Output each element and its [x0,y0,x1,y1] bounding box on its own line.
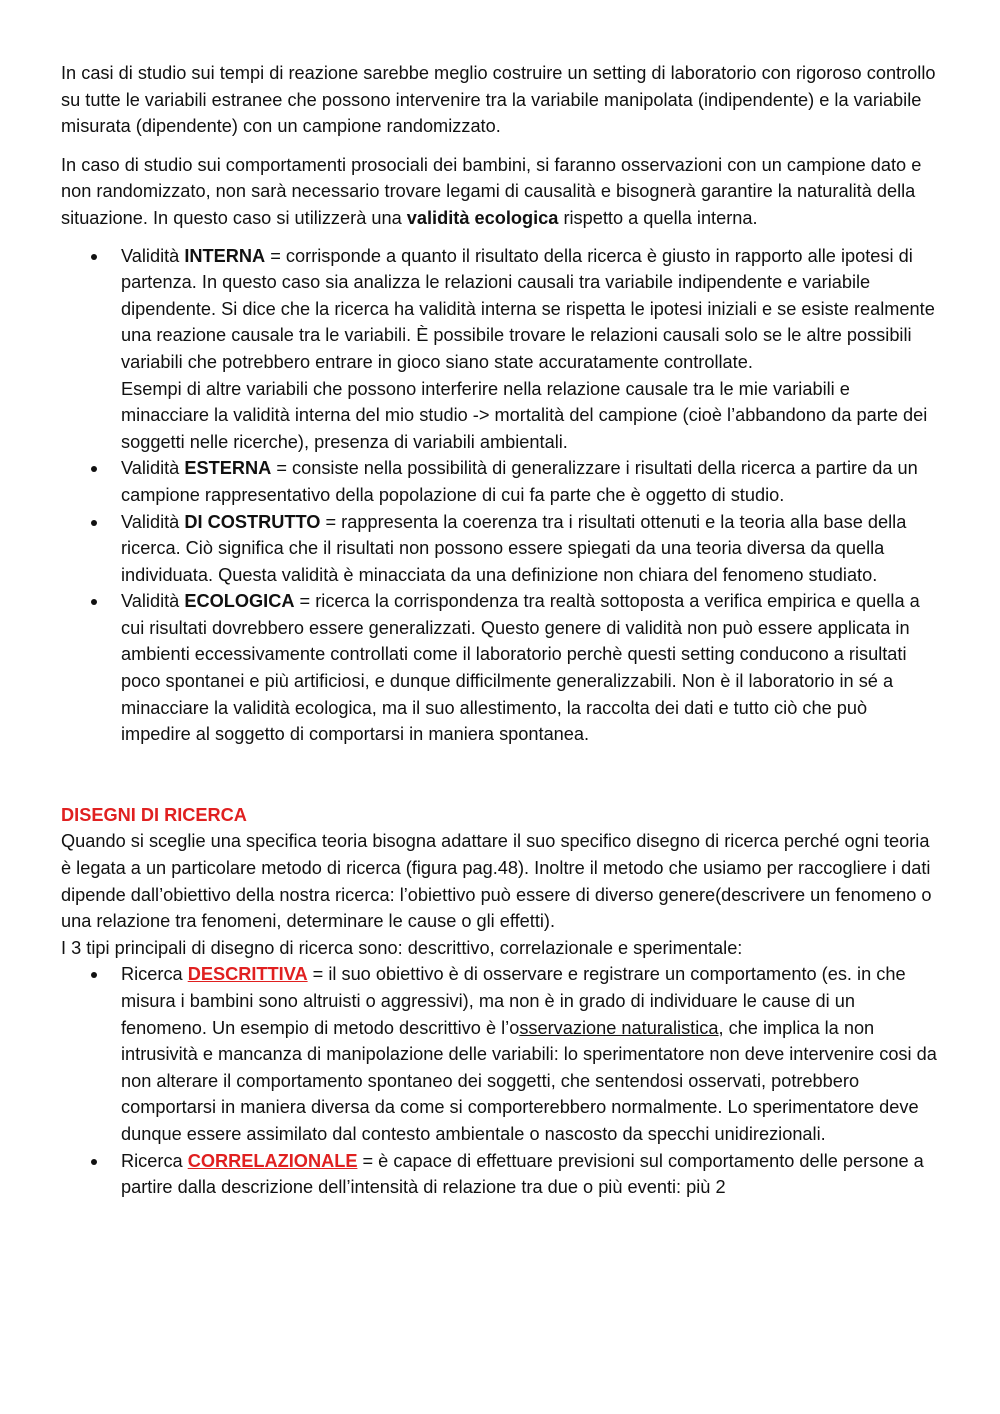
validity-term: ESTERNA [184,458,272,479]
list-item-validity-internal: Validità INTERNA = corrisponde a quanto il risultato della ricerca è giusto in rapporto alle ipotesi di partenza. In questo caso sia analizza le relazioni causali tra variabile indipendente e variabile dipendente. Si dice che la ricerca ha validità interna se rispetta le ipotesi iniziali e se esiste realmente una reazione causale tra le variabili. È possibile trovare le relazioni causali solo se le altre possibili variabili che potrebbero entrare in gioco siano state accuratamente controllate. Esempi di altre variabili che possono interferire nella relazione causale tra le mie variabili e minacciare la validità interna del mio studio -> mortalità del campione (cioè l’abbandono da parte dei soggetti nelle ricerche), presenza di variabili ambientali. [61,243,940,456]
section-paragraph-1: Quando si sceglie una specifica teoria bisogna adattare il suo specifico disegno di ricerca perché ogni teoria è legata a un particolare metodo di ricerca (figura pag.48). Inoltre il metodo che usiamo per raccogliere i dati dipende dall’obiettivo della nostra ricerca: l’obiettivo può essere di diverso genere(descrivere un fenomeno o una relazione tra fenomeni, determinare le cause o gli effetti). [61,831,932,932]
design-term: CORRELAZIONALE [187,1150,358,1171]
validity-internal-examples: Esempi di altre variabili che possono interferire nella relazione causale tra le mie variabili e minacciare la validità interna del mio studio -> mortalità del campione (cioè l’abbandono da parte dei soggetti nelle ricerche), presenza di variabili ambientali. [121,378,928,452]
list-item-validity-ecological: Validità ECOLOGICA = ricerca la corrispondenza tra realtà sottoposta a verifica empirica e quella a cui risultati dovrebbero essere generalizzati. Questo genere di validità non può essere applicata in ambienti eccessivamente controllati come il laboratorio perchè questi setting conducono a risultati poco spontanei e più artificiosi, e dunque difficilmente generalizzabili. Non è il laboratorio in sé a minacciare la validità ecologica, ma il suo allestimento, la raccolta dei dati e tutto ciò che può impedire al soggetto di comportarsi in maniera spontanea. [61,588,940,748]
design-term: DESCRITTIVA [187,964,308,985]
intro-paragraph-1: In casi di studio sui tempi di reazione sarebbe meglio costruire un setting di laboratorio con rigoroso controllo su tutte le variabili estranee che possono intervenire tra la variabile manipolata (indipendente) e la variabile misurata (dipendente) con un campione randomizzato. [61,63,936,137]
list-item-validity-external: Validità ESTERNA = consiste nella possibilità di generalizzare i risultati della ricerca a partire da un campione rappresentativo della popolazione di cui fa parte che è oggetto di studio. [61,455,940,508]
list-item-validity-construct: Validità DI COSTRUTTO = rappresenta la coerenza tra i risultati ottenuti e la teoria alla base della ricerca. Ciò significa che il risultati non possono essere spiegati da una teoria diversa da quella individuata. Questa validità è minacciata da una definizione non chiara del fenomeno studiato. [61,509,940,589]
validity-list [61,243,940,748]
validity-term: ECOLOGICA [184,591,295,612]
intro-paragraph-2: In caso di studio sui comportamenti prosociali dei bambini, si faranno osservazioni con un campione dato e non randomizzato, non sarà necessario trovare legami di causalità e bisognerà garantire la naturalità della situazione. In questo caso si utilizzerà una validità ecologica rispetto a quella interna. [61,154,922,228]
validity-term: INTERNA [184,245,266,266]
list-item-correlational: Ricerca CORRELAZIONALE = è capace di effettuare previsioni sul comportamento delle persone a partire dalla descrizione dell’intensità di relazione tra due o più eventi: più 2 [61,1148,940,1201]
naturalistic-observation-underlined: sservazione naturalistica [519,1017,719,1038]
section-heading: DISEGNI DI RICERCA [61,804,247,825]
section-paragraph-2: I 3 tipi principali di disegno di ricerca sono: descrittivo, correlazionale e sperimentale: [61,937,743,958]
ecological-validity-emphasis: validità ecologica [406,207,559,228]
validity-term: DI COSTRUTTO [184,511,321,532]
list-item-descriptive: Ricerca DESCRITTIVA = il suo obiettivo è di osservare e registrare un comportamento (es. in che misura i bambini sono altruisti o aggressivi), ma non è in grado di individuare le cause di un fenomeno. Un esempio di metodo descrittivo è l’osservazione naturalistica, che implica la non intrusività e mancanza di manipolazione delle variabili: lo sperimentatore non deve intervenire cosi da non alterare il comportamento spontaneo dei soggetti, che sentendosi osservati, potrebbero comportarsi in maniera diversa da come si comporterebbero normalmente. Lo sperimentatore deve dunque essere assimilato dal contesto ambientale o nascosto da specchi unidirezionali. [61,961,940,1147]
research-design-list [61,961,940,1200]
